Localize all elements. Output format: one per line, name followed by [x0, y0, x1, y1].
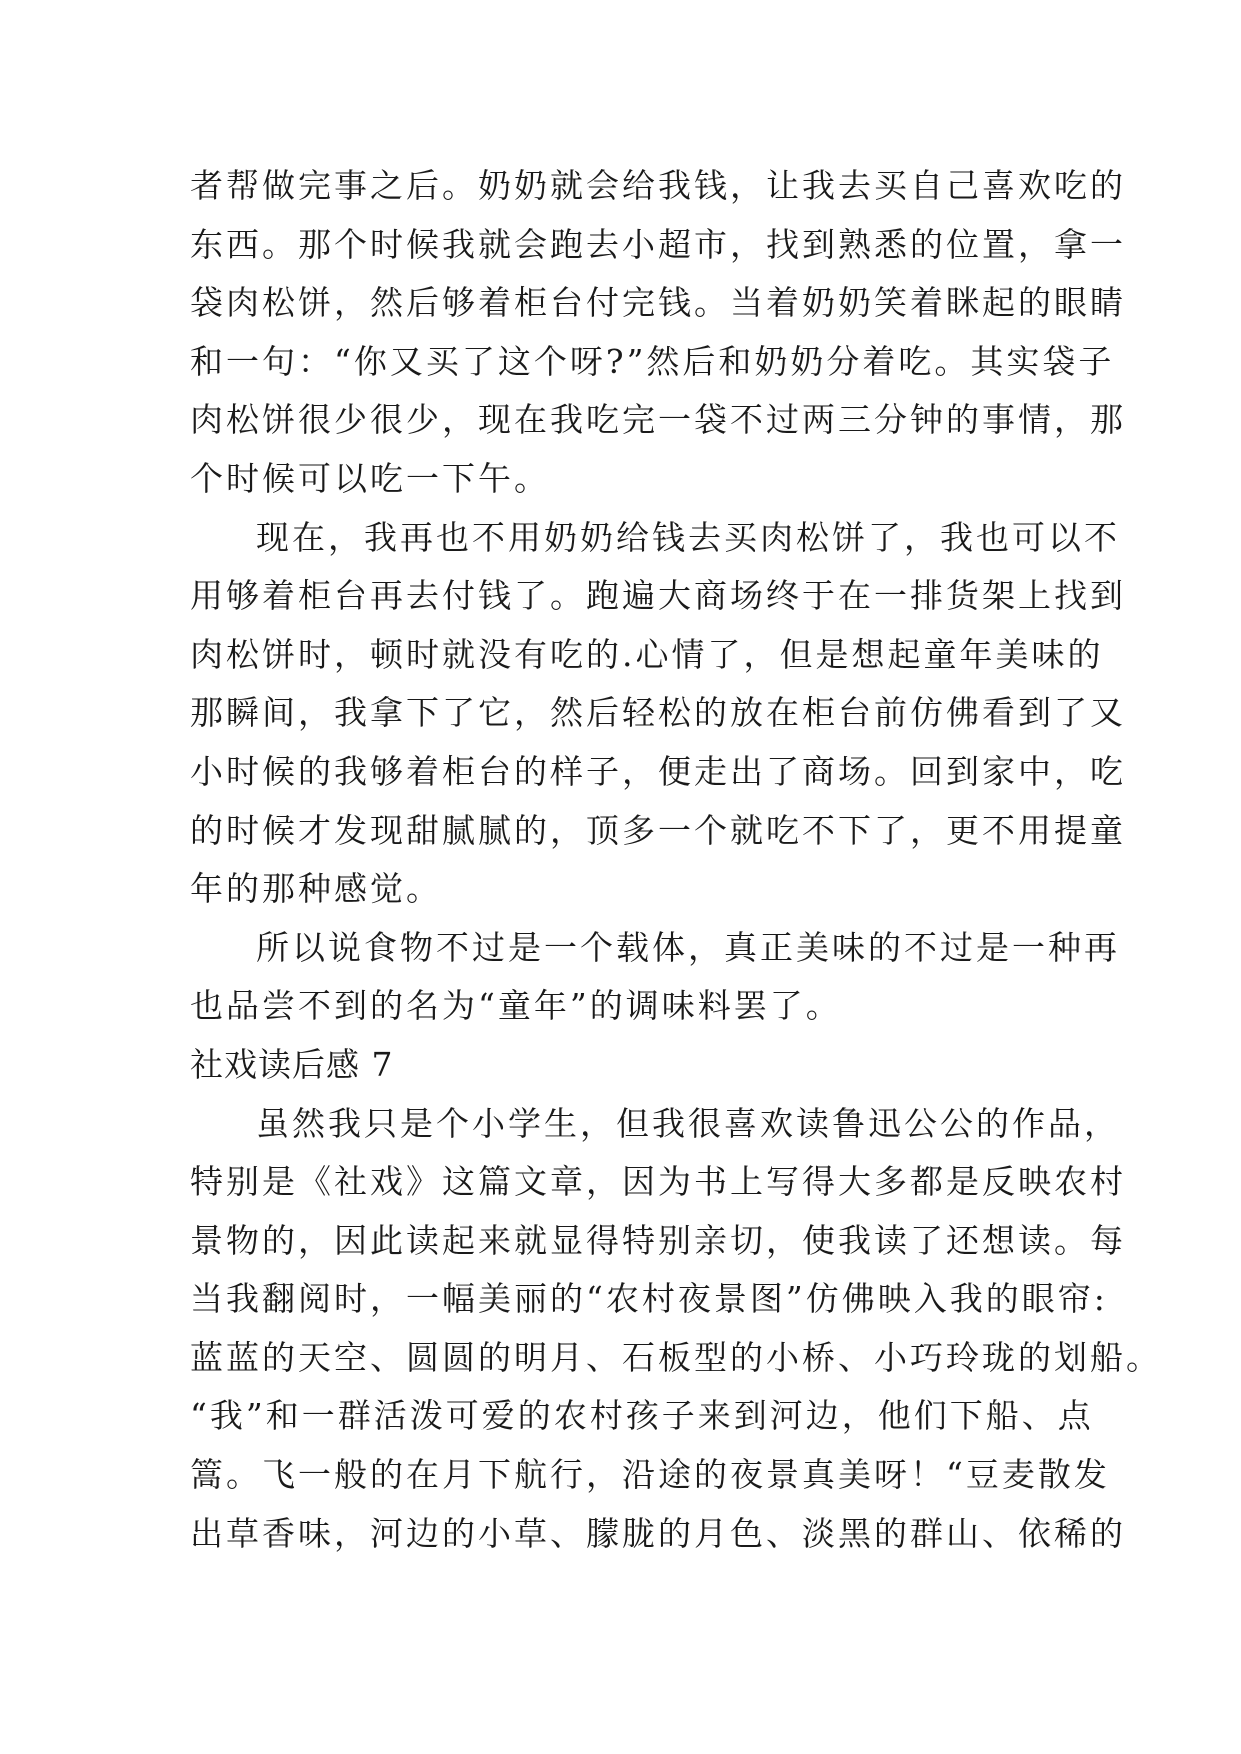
- text-line: 那瞬间，我拿下了它，然后轻松的放在柜台前仿佛看到了又: [190, 693, 1126, 733]
- text-line: 蓝蓝的天空、圆圆的明月、石板型的小桥、小巧玲珑的划船。: [190, 1337, 1162, 1377]
- text-line: 肉松饼时，顿时就没有吃的.心情了，但是想起童年美味的: [190, 634, 1104, 674]
- text-line: 景物的，因此读起来就显得特别亲切，使我读了还想读。每: [190, 1220, 1126, 1260]
- text-line: 小时候的我够着柜台的样子，便走出了商场。回到家中，吃: [190, 751, 1126, 791]
- text-line: 个时候可以吃一下午。: [190, 458, 550, 498]
- text-line: 袋肉松饼，然后够着柜台付完钱。当着奶奶笑着眯起的眼睛: [190, 283, 1126, 323]
- paragraph-first-line: 现在，我再也不用奶奶给钱去买肉松饼了，我也可以不: [256, 517, 1120, 557]
- text-line: 用够着柜台再去付钱了。跑遍大商场终于在一排货架上找到: [190, 576, 1126, 616]
- text-line: 篙。飞一般的在月下航行，沿途的夜景真美呀！“豆麦散发: [190, 1455, 1110, 1495]
- document-body: [190, 157, 1162, 1563]
- text-line: 的时候才发现甜腻腻的，顶多一个就吃不下了，更不用提童: [190, 810, 1126, 850]
- text-line: 肉松饼很少很少，现在我吃完一袋不过两三分钟的事情，那: [190, 400, 1126, 440]
- text-line: 特别是《社戏》这篇文章，因为书上写得大多都是反映农村: [190, 1162, 1126, 1202]
- paragraph-first-line: 所以说食物不过是一个载体，真正美味的不过是一种再: [256, 927, 1120, 967]
- text-line: 和一句：“你又买了这个呀?”然后和奶奶分着吃。其实袋子: [190, 341, 1115, 381]
- text-line: 者帮做完事之后。奶奶就会给我钱，让我去买自己喜欢吃的: [190, 166, 1126, 205]
- section-heading: 社戏读后感 7: [190, 1044, 394, 1084]
- text-line: 年的那种感觉。: [190, 869, 442, 909]
- text-line: 东西。那个时候我就会跑去小超市，找到熟悉的位置，拿一: [190, 224, 1126, 264]
- text-line: 出草香味，河边的小草、朦胧的月色、淡黑的群山、依稀的: [190, 1513, 1126, 1553]
- text-line: “我”和一群活泼可爱的农村孩子来到河边，他们下船、点: [190, 1396, 1094, 1436]
- paragraph-first-line: 虽然我只是个小学生，但我很喜欢读鲁迅公公的作品，: [256, 1103, 1120, 1143]
- text-line: 当我翻阅时，一幅美丽的“农村夜景图”仿佛映入我的眼帘:: [190, 1279, 1108, 1319]
- text-line: 也品尝不到的名为“童年”的调味料罢了。: [190, 986, 842, 1026]
